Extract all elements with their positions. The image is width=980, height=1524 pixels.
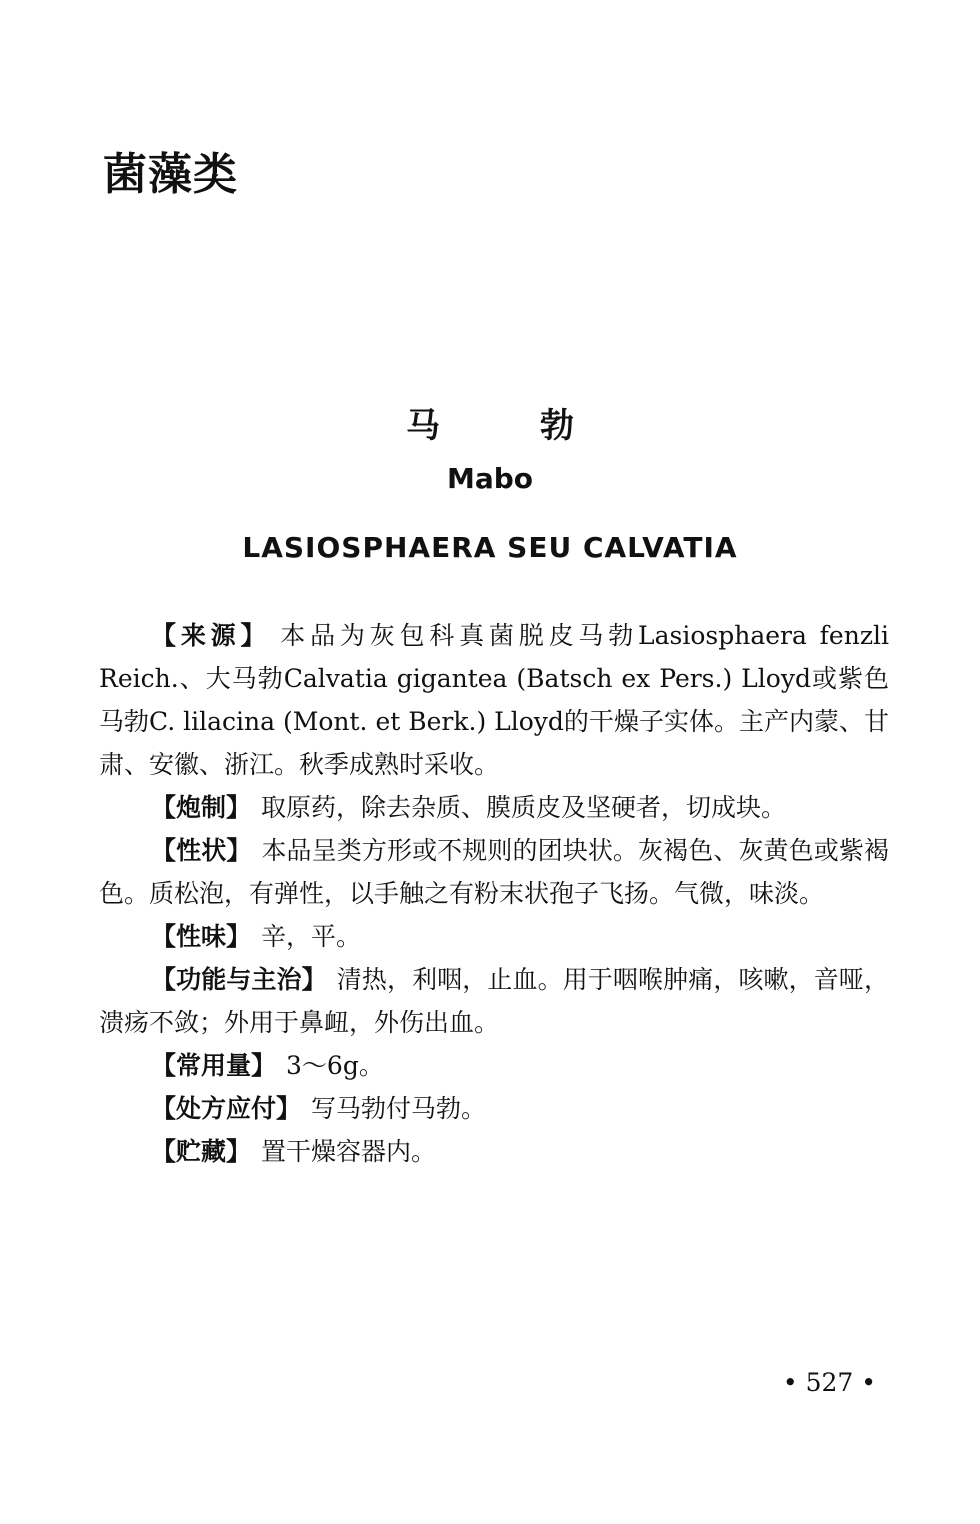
label-storage: 【贮藏】 (151, 1137, 252, 1166)
text-storage: 置干燥容器内。 (261, 1137, 437, 1166)
label-functions: 【功能与主治】 (151, 965, 327, 994)
paragraph-source (99, 614, 889, 786)
text-dosage: 3～6g。 (286, 1051, 384, 1080)
entry-title-char-1: 马 (406, 406, 440, 446)
paragraph-functions (99, 958, 889, 1044)
label-nature-flavor: 【性味】 (151, 922, 252, 951)
text-processing: 取原药，除去杂质、膜质皮及坚硬者，切成块。 (261, 793, 787, 822)
paragraph-storage (99, 1130, 889, 1173)
label-dosage: 【常用量】 (151, 1051, 277, 1080)
entry-title (0, 398, 980, 447)
paragraph-dosage (99, 1044, 889, 1087)
entry-body (99, 614, 889, 1173)
paragraph-prescription (99, 1087, 889, 1130)
text-characteristics: 本品呈类方形或不规则的团块状。灰褐色、灰黄色或紫褐色。质松泡，有弹性，以手触之有粉末状孢子飞扬。气微，味淡。 (99, 836, 889, 908)
paragraph-nature-flavor (99, 915, 889, 958)
page-number: • 527 • (782, 1368, 876, 1397)
paragraph-processing (99, 786, 889, 829)
text-nature-flavor: 辛，平。 (261, 922, 362, 951)
label-prescription: 【处方应付】 (151, 1094, 302, 1123)
entry-pinyin: Mabo (446, 462, 534, 495)
section-heading: 菌藻类 (103, 149, 238, 200)
paragraph-characteristics (99, 829, 889, 915)
label-processing: 【炮制】 (151, 793, 252, 822)
text-source: 本品为灰包科真菌脱皮马勃Lasiosphaera fenzli Reich.、大马勃Calvatia gigantea (Batsch ex Pers.) Lloyd或紫色马勃C. lilacina (Mont. et Berk.) Lloyd的干燥子实体。主产内蒙、甘肃、安徽、浙江。秋季成熟时采收。 (99, 621, 889, 779)
label-source: 【来源】 (151, 621, 271, 650)
label-characteristics: 【性状】 (151, 836, 252, 865)
text-prescription: 写马勃付马勃。 (311, 1094, 487, 1123)
entry-latin-name: LASIOSPHAERA SEU CALVATIA (242, 531, 738, 564)
entry-title-char-2: 勃 (540, 406, 574, 446)
text-functions: 清热，利咽，止血。用于咽喉肿痛，咳嗽，音哑，溃疡不敛；外用于鼻衄，外伤出血。 (99, 965, 889, 1037)
